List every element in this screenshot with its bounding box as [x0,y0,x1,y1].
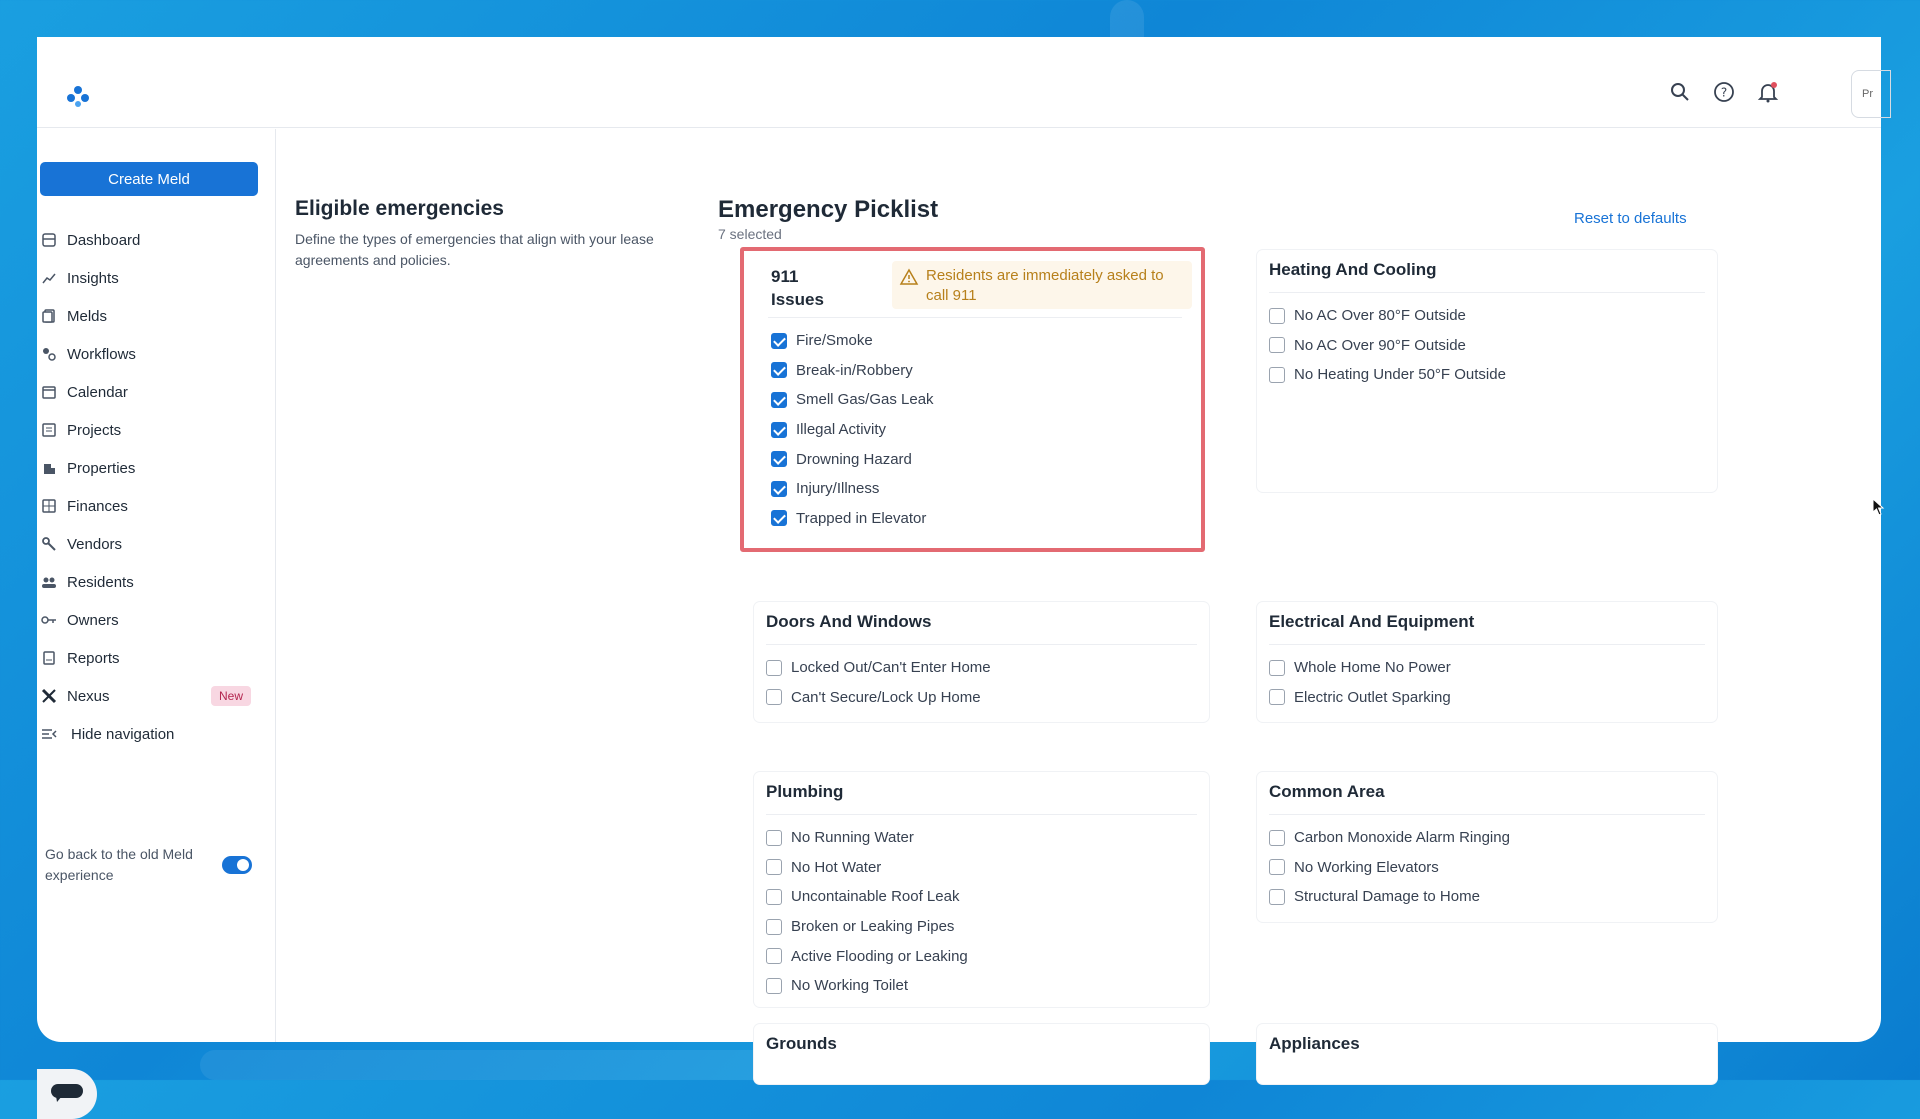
checkbox[interactable] [1269,337,1285,353]
option-structural-damage[interactable] [1269,882,1705,912]
option-no-running-water[interactable] [766,823,1197,853]
option-whole-home-no-power[interactable] [1269,653,1705,683]
card-grounds [754,1024,1209,1084]
option-no-ac-90[interactable] [1269,331,1705,361]
app-window [37,37,1881,1053]
checkbox[interactable] [1269,308,1285,324]
option-injury-illness[interactable] [771,474,934,504]
old-experience-toggle[interactable] [222,856,252,874]
sidebar-item-nexus[interactable] [37,677,276,715]
option-label: Can't Secure/Lock Up Home [791,688,981,706]
checkbox[interactable] [771,481,787,497]
chat-widget-button[interactable] [37,1069,97,1119]
checkbox[interactable] [1269,859,1285,875]
card-title: Common Area [1269,782,1385,801]
option-label: Active Flooding or Leaking [791,947,968,965]
option-no-elevators[interactable] [1269,853,1705,883]
option-label: Uncontainable Roof Leak [791,888,960,906]
option-locked-out[interactable] [766,653,1197,683]
option-label: No Hot Water [791,858,882,876]
svg-text:?: ? [1720,85,1728,100]
option-roof-leak[interactable] [766,882,1197,912]
option-no-ac-80[interactable] [1269,301,1705,331]
option-label: Fire/Smoke [796,332,873,350]
option-label: No Working Toilet [791,977,908,995]
option-label: Broken or Leaking Pipes [791,918,955,936]
option-no-hot-water[interactable] [766,853,1197,883]
option-co-alarm[interactable] [1269,823,1705,853]
sidebar-item-label: Calendar [67,383,128,401]
card-911-list [771,326,934,533]
checkbox[interactable] [771,392,787,408]
card-appliances [1257,1024,1717,1084]
sidebar-item-label: Nexus [67,687,110,705]
sidebar-item-label: Projects [67,421,122,439]
option-smell-gas[interactable] [771,385,934,415]
option-label: No AC Over 90°F Outside [1294,336,1466,354]
nexus-icon [41,688,57,704]
workflows-icon [41,346,57,362]
search-icon[interactable] [1669,81,1691,103]
card-911-issues [740,247,1205,552]
card-title: Heating And Cooling [1269,260,1437,279]
option-label: Drowning Hazard [796,450,912,468]
divider [768,317,1182,318]
picklist-title: Emergency Picklist [718,196,939,223]
old-experience-label: Go back to the old Meld experience [45,846,193,883]
divider [766,814,1197,815]
checkbox[interactable] [766,948,782,964]
option-trapped-elevator[interactable] [771,504,934,534]
warning-text: Residents are immediately asked to call 911 [926,267,1164,304]
sidebar-item-calendar[interactable] [37,373,276,411]
projects-icon [41,422,57,438]
sidebar-item-insights[interactable] [37,259,276,297]
option-label: Locked Out/Can't Enter Home [791,659,991,677]
sidebar-item-label: Dashboard [67,231,141,249]
option-illegal-activity[interactable] [771,415,934,445]
picklist-selected-count: 7 selected [718,226,782,242]
properties-icon [41,460,57,476]
sidebar [37,129,276,1042]
checkbox[interactable] [1269,660,1285,676]
sidebar-item-reports[interactable] [37,639,276,677]
card-title: Plumbing [766,782,844,801]
sidebar-item-vendors[interactable] [37,525,276,563]
sidebar-item-dashboard[interactable] [37,221,276,259]
sidebar-item-label: Finances [67,497,128,515]
reports-icon [41,650,57,666]
card-plumbing [754,772,1209,1007]
residents-icon [41,574,57,590]
card-heating-cooling [1257,250,1717,492]
card-common-area [1257,772,1717,922]
calendar-icon [41,384,57,400]
option-outlet-sparking[interactable] [1269,683,1705,713]
sidebar-item-melds[interactable] [37,297,276,335]
card-title: Appliances [1269,1034,1360,1053]
option-label: No Running Water [791,829,914,847]
option-fire-smoke[interactable] [771,326,934,356]
divider [1269,292,1705,293]
sidebar-item-residents[interactable] [37,563,276,601]
melds-icon [41,308,57,324]
checkbox[interactable] [1269,367,1285,383]
sidebar-item-label: Properties [67,459,136,477]
card-title: Electrical And Equipment [1269,612,1475,631]
option-label: Smell Gas/Gas Leak [796,391,934,409]
checkbox[interactable] [771,333,787,349]
sidebar-item-projects[interactable] [37,411,276,449]
divider [766,644,1197,645]
option-label: Trapped in Elevator [796,509,927,527]
option-label: No AC Over 80°F Outside [1294,307,1466,325]
vendors-icon [41,536,57,552]
option-drowning-hazard[interactable] [771,444,934,474]
option-active-flooding[interactable] [766,941,1197,971]
option-label: Whole Home No Power [1294,659,1451,677]
card-title: Doors And Windows [766,612,932,631]
option-label: No Heating Under 50°F Outside [1294,366,1506,384]
checkbox[interactable] [771,422,787,438]
help-icon[interactable] [1713,81,1735,103]
meld-logo-icon[interactable] [65,84,91,110]
dashboard-icon [41,232,57,248]
sidebar-item-properties[interactable] [37,449,276,487]
checkbox[interactable] [771,362,787,378]
checkbox[interactable] [766,978,782,994]
eligible-emergencies-description: Define the types of emergencies that align with your lease agreements and policies. [295,231,654,268]
checkbox[interactable] [766,830,782,846]
option-broken-pipes[interactable] [766,912,1197,942]
sidebar-item-finances[interactable] [37,487,276,525]
card-electrical-equipment [1257,602,1717,722]
option-label: Structural Damage to Home [1294,888,1480,906]
option-label: Break-in/Robbery [796,361,913,379]
option-label: No Working Elevators [1294,858,1439,876]
sidebar-item-label: Melds [67,307,108,325]
option-label: Carbon Monoxide Alarm Ringing [1294,829,1510,847]
sidebar-item-workflows[interactable] [37,335,276,373]
warning-icon [900,269,918,291]
avatar[interactable]: Pr [1851,70,1891,118]
top-bar [37,37,1881,128]
divider [1269,644,1705,645]
divider [1269,814,1705,815]
eligible-emergencies-title: Eligible emergencies [295,197,504,220]
sidebar-item-label: Vendors [67,535,123,553]
mouse-cursor-icon [1872,498,1886,521]
sidebar-item-label: Reports [67,649,120,667]
main-content [277,129,1881,1053]
call-911-warning [892,261,1192,309]
option-no-heating-50[interactable] [1269,360,1705,390]
chat-icon [50,1082,84,1107]
checkbox[interactable] [771,451,787,467]
option-label: Electric Outlet Sparking [1294,688,1451,706]
sidebar-item-label: Workflows [67,345,136,363]
checkbox[interactable] [1269,830,1285,846]
option-label: Illegal Activity [796,421,887,439]
sidebar-item-label: Hide navigation [71,725,175,743]
checkbox[interactable] [766,689,782,705]
sidebar-item-owners[interactable] [37,601,276,639]
owners-icon [41,612,57,628]
checkbox[interactable] [766,660,782,676]
card-911-title: 911 Issues [771,267,824,309]
checkbox[interactable] [766,919,782,935]
checkbox[interactable] [771,510,787,526]
finances-icon [41,498,57,514]
new-badge: New [211,686,251,706]
checkbox[interactable] [1269,689,1285,705]
sidebar-item-label: Owners [67,611,119,629]
option-no-working-toilet[interactable] [766,971,1197,1001]
option-break-in-robbery[interactable] [771,356,934,386]
option-cant-secure[interactable] [766,683,1197,713]
hide-navigation-icon [41,726,57,742]
sidebar-item-hide-navigation[interactable] [37,715,276,753]
checkbox[interactable] [766,889,782,905]
top-icons [1669,81,1841,103]
checkbox[interactable] [766,859,782,875]
sidebar-item-label: Residents [67,573,134,591]
checkbox[interactable] [1269,889,1285,905]
option-label: Injury/Illness [796,480,880,498]
reset-to-defaults-link[interactable]: Reset to defaults [1574,210,1687,227]
insights-icon [41,270,57,286]
notification-bell-icon[interactable] [1757,81,1779,103]
card-doors-windows [754,602,1209,722]
card-title: Grounds [766,1034,837,1053]
sidebar-item-label: Insights [67,269,119,287]
sidebar-nav [37,221,276,753]
create-meld-button[interactable]: Create Meld [40,162,258,196]
